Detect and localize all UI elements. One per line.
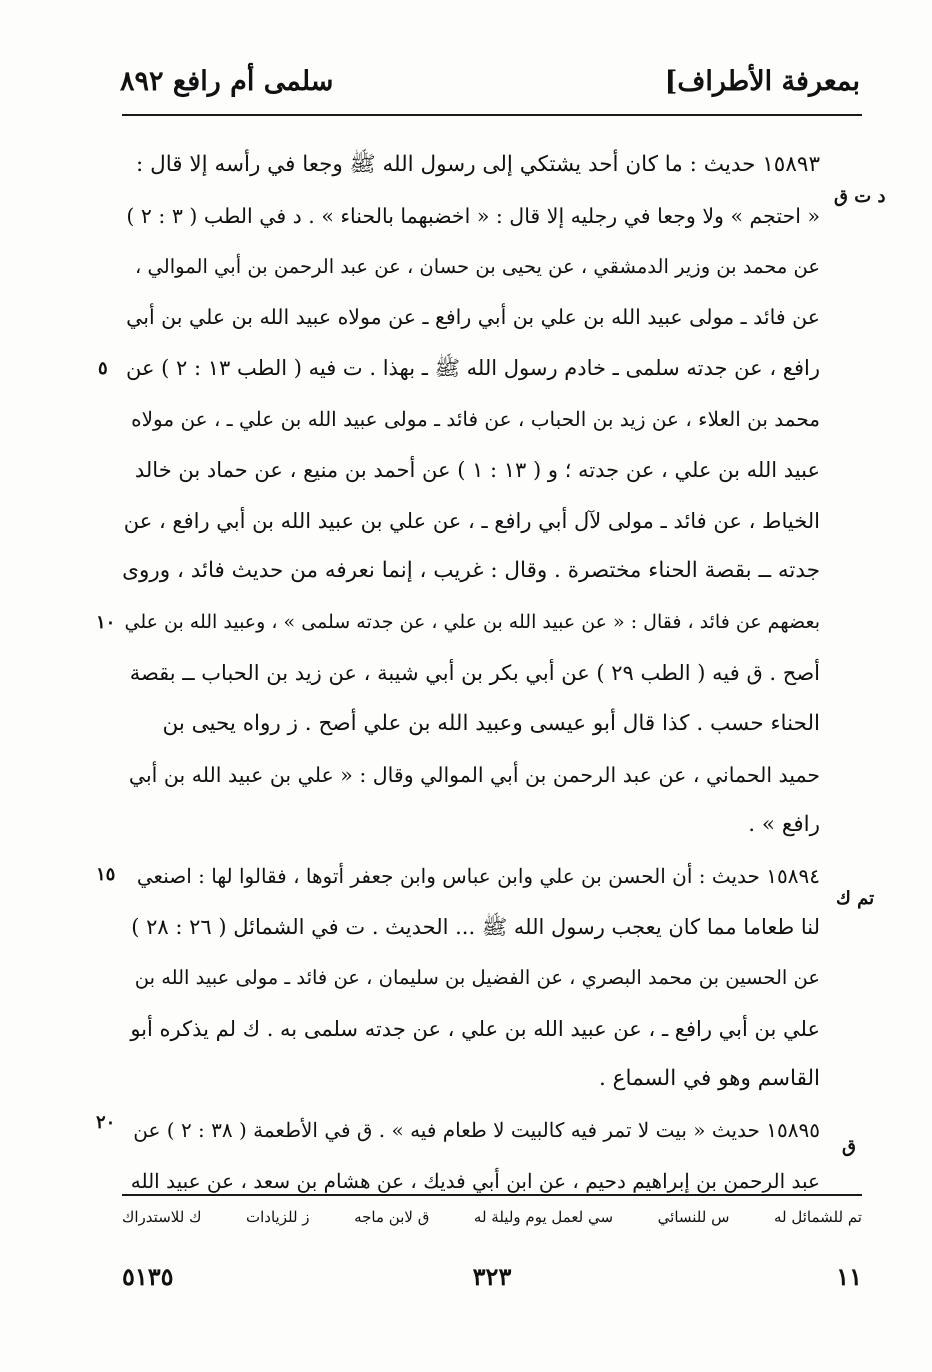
text-line: عن فائد ـ مولى عبيد الله بن علي بن أبي رافع ـ عن مولاه عبيد الله بن علي بن أبي xyxy=(126,305,820,330)
hadith-entry-15893 xyxy=(122,140,820,851)
volume-number: ١١ xyxy=(836,1262,862,1291)
running-head xyxy=(120,62,860,106)
text-line: عن محمد بن وزير الدمشقي ، عن يحيى بن حسان ، عن عبد الرحمن بن أبي الموالي ، xyxy=(135,254,820,278)
text-line: عبيد الله بن علي ، عن جدته ؛ و ( ١٣ : ١ ) عن أحمد بن منيع ، عن حماد بن خالد xyxy=(134,457,820,482)
margin-line-number: ١٠ xyxy=(96,612,116,633)
margin-sigla: تم ك xyxy=(836,888,875,909)
text-line: « احتجم » ولا وجعا في رجليه إلا قال : « اخضبهما بالحناء » . د في الطب ( ٣ : ٢ ) xyxy=(126,203,820,228)
margin-sigla: ق xyxy=(842,1136,856,1157)
text-line: عن الحسين بن محمد البصري ، عن الفضيل بن سليمان ، عن فائد ـ مولى عبيد الله بن xyxy=(134,965,820,989)
text-line: عبد الرحمن بن إبراهيم دحيم ، عن ابن أبي فديك ، عن هشام بن سعد ، عن عبيد الله xyxy=(130,1168,820,1193)
sigla-key-item: س للنسائي xyxy=(657,1208,730,1226)
running-head-left: سلمى أم رافع ٨٩٢ xyxy=(120,66,334,97)
sigla-key-item: ق لابن ماجه xyxy=(354,1208,430,1226)
signature-number: ٥١٣٥ xyxy=(122,1262,174,1291)
page-number: ٣٢٣ xyxy=(472,1262,512,1291)
sigla-key-item: ك للاستدراك xyxy=(122,1208,202,1226)
text-line: ١٥٨٩٣ حديث : ما كان أحد يشتكي إلى رسول الله ﷺ وجعا في رأسه إلا قال : xyxy=(136,152,820,177)
text-line: القاسم وهو في السماع . xyxy=(599,1066,820,1092)
margin-line-number: ١٥ xyxy=(96,864,116,885)
text-line: حميد الحماني ، عن عبد الرحمن بن أبي الموالي وقال : « علي بن عبيد الله بن أبي xyxy=(128,762,820,787)
page-footer xyxy=(122,1262,862,1298)
margin-line-number: ٢٠ xyxy=(96,1112,116,1133)
text-line: الحناء حسب . كذا قال أبو عيسى وعبيد الله بن علي أصح . ز رواه يحيى بن xyxy=(162,710,820,736)
text-line: ١٥٨٩٥ حديث « بيت لا تمر فيه كالبيت لا طعام فيه » . ق في الأطعمة ( ٣٨ : ٢ ) عن xyxy=(133,1118,820,1143)
running-head-right: بمعرفة الأطراف] xyxy=(664,66,860,97)
page-body xyxy=(122,140,820,1207)
text-line: رافع ، عن جدته سلمى ـ خادم رسول الله ﷺ ـ بهذا . ت فيه ( الطب ١٣ : ٢ ) عن xyxy=(125,356,820,381)
text-line: الخياط ، عن فائد ـ مولى لآل أبي رافع ـ ، عن علي بن عبيد الله بن أبي رافع ، عن xyxy=(123,508,820,533)
text-line: بعضهم عن فائد ، فقال : « عن عبيد الله بن علي ، عن جدته سلمى » ، وعبيد الله بن علي xyxy=(124,611,820,634)
text-line: أصح . ق فيه ( الطب ٢٩ ) عن أبي بكر بن أبي شيبة ، عن زيد بن الحباب ــ بقصة xyxy=(129,660,820,685)
hadith-entry-15894 xyxy=(122,851,820,1105)
text-line: ١٥٨٩٤ حديث : أن الحسن بن علي وابن عباس وابن جعفر أتوها ، فقالوا لها : اصنعي xyxy=(136,864,820,889)
margin-sigla: د ت ق xyxy=(834,186,886,207)
text-line: رافع » . xyxy=(748,812,820,838)
footnote-rule xyxy=(122,1194,862,1196)
sigla-key-item: سي لعمل يوم وليلة له xyxy=(473,1208,614,1226)
hadith-entry-15895 xyxy=(122,1105,820,1207)
text-line: لنا طعاما مما كان يعجب رسول الله ﷺ ... الحديث . ت في الشمائل ( ٢٦ : ٢٨ ) xyxy=(131,914,820,939)
text-line: علي بن أبي رافع ـ ، عن عبيد الله بن علي ، عن جدته سلمى به . ك لم يذكره أبو xyxy=(130,1016,820,1041)
text-line: جدته ــ بقصة الحناء مختصرة . وقال : غريب ، إنما نعرفه من حديث فائد ، وروى xyxy=(122,558,820,584)
sigla-key-item: ز للزيادات xyxy=(246,1208,310,1226)
text-line: محمد بن العلاء ، عن زيد بن الحباب ، عن فائد ـ مولى عبيد الله بن علي ـ ، عن مولاه xyxy=(131,406,820,431)
margin-line-number: ٥ xyxy=(98,358,108,379)
header-rule xyxy=(122,114,862,116)
sigla-key xyxy=(122,1208,862,1226)
sigla-key-item: تم للشمائل له xyxy=(773,1208,862,1226)
